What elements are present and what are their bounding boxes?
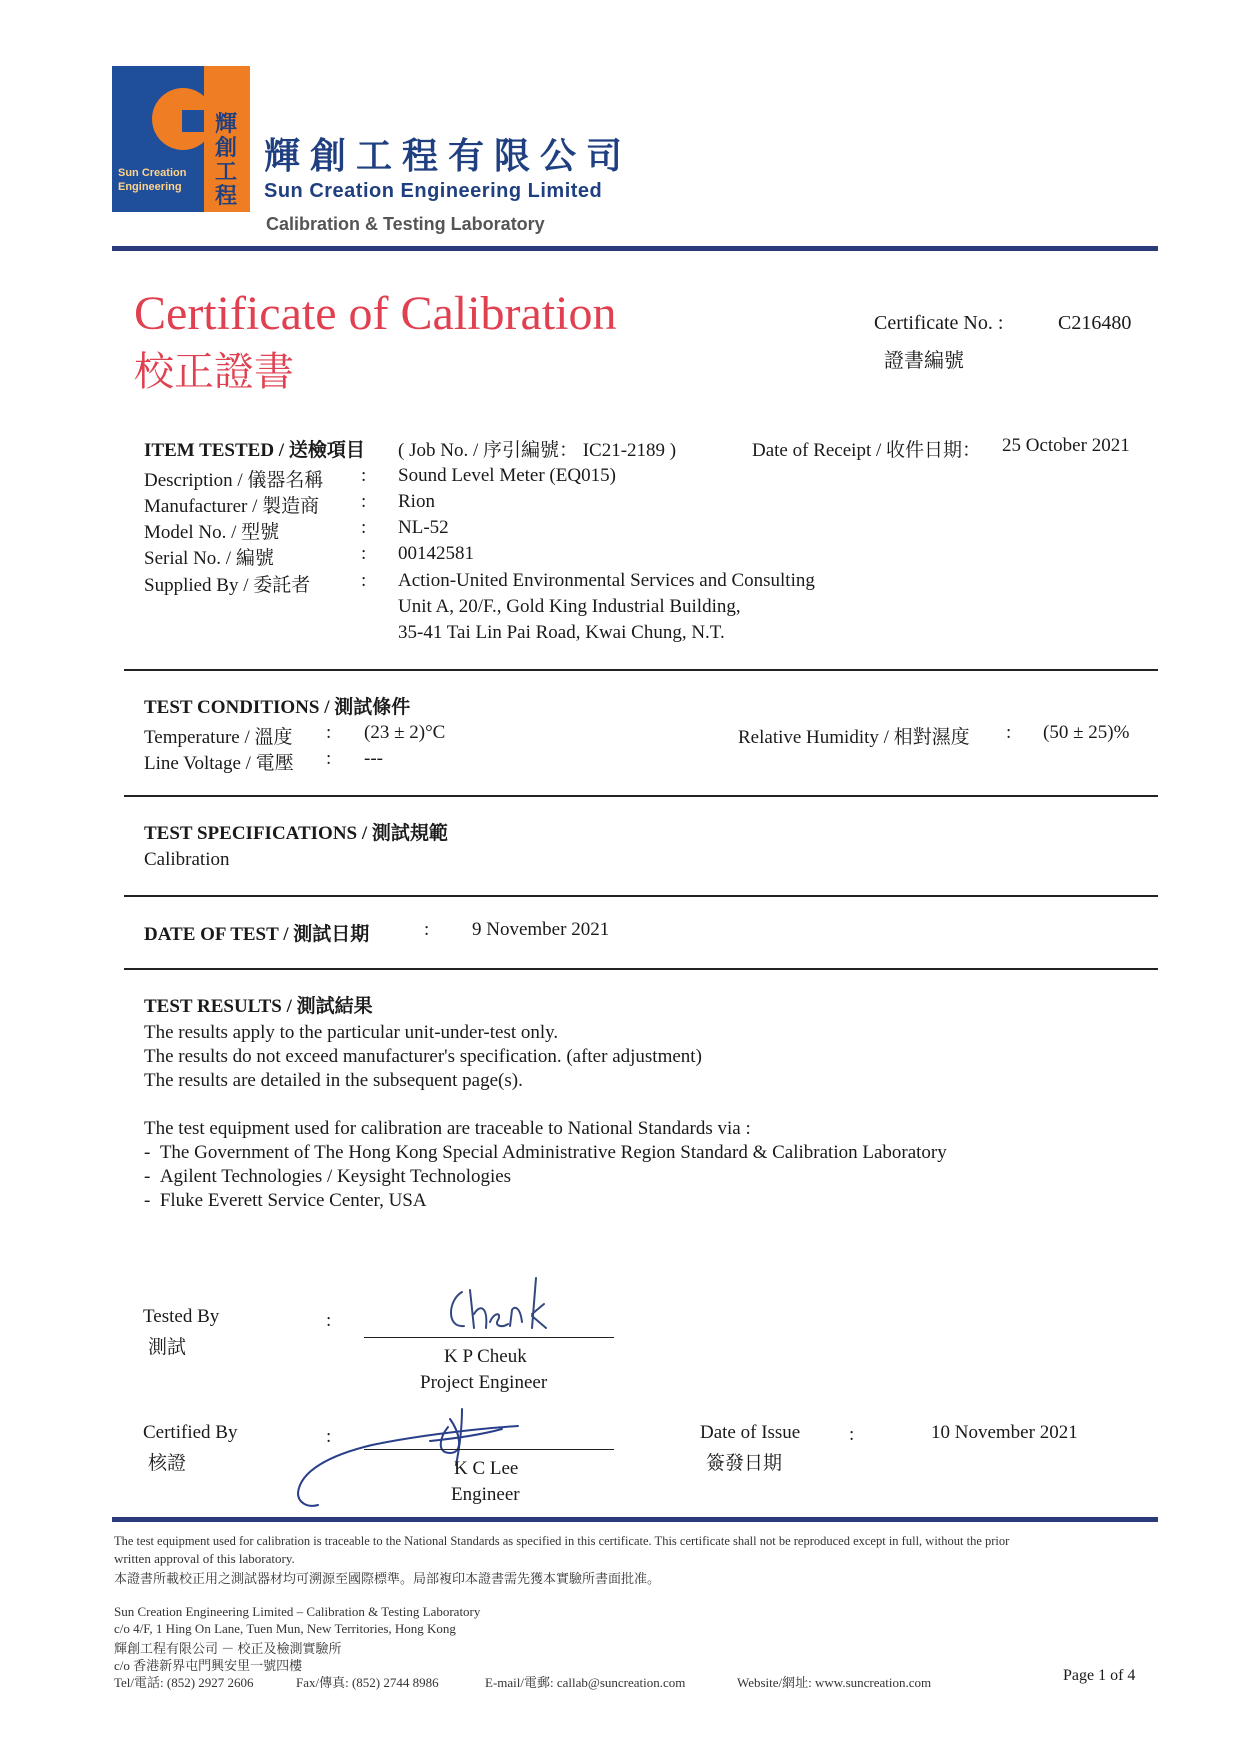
item-colon: : [361, 517, 367, 538]
footer-notice: The test equipment used for calibration is traceable to the National Standards as specified in this certificate. This certificate shall not be reproduced except in full, without the prior [114, 1534, 1010, 1548]
tested-by-title: Project Engineer [420, 1372, 548, 1393]
certificate-number-label: Certificate No. : [874, 312, 1004, 334]
supplier-address-line: 35-41 Tai Lin Pai Road, Kwai Chung, N.T. [398, 622, 725, 643]
temperature-colon: : [326, 722, 332, 743]
result-line: The results are detailed in the subsequent page(s). [144, 1070, 523, 1091]
certified-by-title: Engineer [451, 1484, 520, 1505]
test-specifications-value: Calibration [144, 849, 230, 870]
date-of-test-value: 9 November 2021 [472, 919, 610, 940]
header-divider [112, 246, 1158, 251]
issue-date-label-cn: 簽發日期 [706, 1453, 783, 1474]
certified-by-label: Certified By [143, 1422, 238, 1443]
section-divider [124, 895, 1158, 897]
item-colon: : [361, 491, 367, 512]
certified-by-label-cn: 核證 [148, 1453, 187, 1474]
date-of-test-heading: DATE OF TEST / 測試日期 [144, 924, 370, 945]
footer-fax: Fax/傳真: (852) 2744 8986 [296, 1675, 439, 1690]
item-label: Serial No. / 編號 [144, 548, 274, 569]
humidity-label: Relative Humidity / 相對濕度 [738, 727, 970, 748]
item-colon: : [361, 465, 367, 486]
footer-website: Website/網址: www.suncreation.com [737, 1675, 932, 1690]
footer-email: E-mail/電郵: callab@suncreation.com [485, 1675, 686, 1690]
receipt-date-label: Date of Receipt / 收件日期： [752, 440, 982, 461]
traceability-item: - Fluke Everett Service Center, USA [144, 1190, 427, 1211]
tested-by-label-cn: 測試 [148, 1337, 187, 1358]
lab-name: Calibration & Testing Laboratory [266, 214, 545, 234]
issue-date-label: Date of Issue [700, 1422, 801, 1443]
item-value: 00142581 [398, 543, 474, 564]
issue-date: 10 November 2021 [931, 1422, 1078, 1443]
test-specifications-heading: TEST SPECIFICATIONS / 測試規範 [144, 823, 448, 844]
tested-by-label: Tested By [143, 1306, 220, 1327]
result-line: The results do not exceed manufacturer's specification. (after adjustment) [144, 1046, 702, 1067]
date-of-test-colon: : [424, 919, 430, 940]
footer-tel: Tel/電話: (852) 2927 2606 [114, 1675, 254, 1690]
item-label: Description / 儀器名稱 [144, 470, 324, 491]
item-value: Rion [398, 491, 435, 512]
traceability-item: - The Government of The Hong Kong Special Administrative Region Standard & Calibration Laboratory [144, 1142, 947, 1163]
voltage-value: --- [364, 748, 383, 769]
traceability-intro: The test equipment used for calibration are traceable to National Standards via : [144, 1118, 751, 1139]
footer-address: 輝創工程有限公司 － 校正及檢測實驗所 [114, 1641, 342, 1656]
certificate-title-en: Certificate of Calibration [134, 287, 617, 340]
certified-by-signature [290, 1405, 580, 1510]
company-logo [112, 66, 250, 212]
certified-by-colon: : [326, 1426, 332, 1447]
humidity-colon: : [1006, 722, 1012, 743]
tested-by-name: K P Cheuk [444, 1346, 527, 1367]
logo-chinese-text: 輝創工程 [214, 111, 237, 209]
tested-by-signature [440, 1270, 560, 1340]
footer-notice-cn: 本證書所載校正用之測試器材均可溯源至國際標準。局部複印本證書需先獲本實驗所書面批准。 [114, 1571, 661, 1586]
certificate-number: C216480 [1058, 312, 1132, 334]
receipt-date: 25 October 2021 [1002, 435, 1130, 456]
item-label: Supplied By / 委託者 [144, 575, 311, 596]
page-number: Page 1 of 4 [1063, 1667, 1136, 1684]
section-divider [124, 669, 1158, 671]
footer-address: c/o 4/F, 1 Hing On Lane, Tuen Mun, New Territories, Hong Kong [114, 1621, 456, 1636]
footer-notice: written approval of this laboratory. [114, 1551, 295, 1566]
test-results-heading: TEST RESULTS / 測試結果 [144, 996, 373, 1017]
voltage-label: Line Voltage / 電壓 [144, 753, 294, 774]
item-label: Model No. / 型號 [144, 522, 280, 543]
section-divider [124, 795, 1158, 797]
traceability-item: - Agilent Technologies / Keysight Technologies [144, 1166, 512, 1187]
tested-by-signature-line [364, 1337, 614, 1338]
temperature-label: Temperature / 溫度 [144, 727, 293, 748]
temperature-value: (23 ± 2)°C [364, 722, 446, 743]
section-divider [124, 968, 1158, 970]
certified-by-name: K C Lee [454, 1458, 519, 1479]
humidity-value: (50 ± 25)% [1043, 722, 1130, 743]
issue-date-colon: : [849, 1424, 855, 1445]
item-value: NL-52 [398, 517, 449, 538]
item-colon: : [361, 543, 367, 564]
item-value: Action-United Environmental Services and Consulting [398, 570, 815, 591]
item-tested-heading: ITEM TESTED / 送檢項目 [144, 440, 365, 461]
item-value: Sound Level Meter (EQ015) [398, 465, 616, 486]
item-colon: : [361, 570, 367, 591]
test-conditions-heading: TEST CONDITIONS / 測試條件 [144, 697, 411, 718]
footer-divider [112, 1517, 1158, 1522]
company-name-cn: 輝創工程有限公司 [264, 135, 633, 177]
supplier-address-line: Unit A, 20/F., Gold King Industrial Building, [398, 596, 741, 617]
certificate-number-label-cn: 證書編號 [884, 350, 964, 372]
job-number: ( Job No. / 序引編號： IC21-2189 ) [398, 440, 677, 461]
voltage-colon: : [326, 748, 332, 769]
footer-address: c/o 香港新界屯門興安里一號四樓 [114, 1658, 303, 1673]
certificate-title-cn: 校正證書 [134, 349, 294, 395]
item-label: Manufacturer / 製造商 [144, 496, 320, 517]
footer-address: Sun Creation Engineering Limited – Calibration & Testing Laboratory [114, 1604, 481, 1619]
logo-english-text: Sun Creation Engineering [118, 167, 187, 193]
company-name-en: Sun Creation Engineering Limited [264, 180, 603, 202]
result-line: The results apply to the particular unit-under-test only. [144, 1022, 559, 1043]
tested-by-colon: : [326, 1310, 332, 1331]
certified-by-signature-line [364, 1449, 614, 1450]
